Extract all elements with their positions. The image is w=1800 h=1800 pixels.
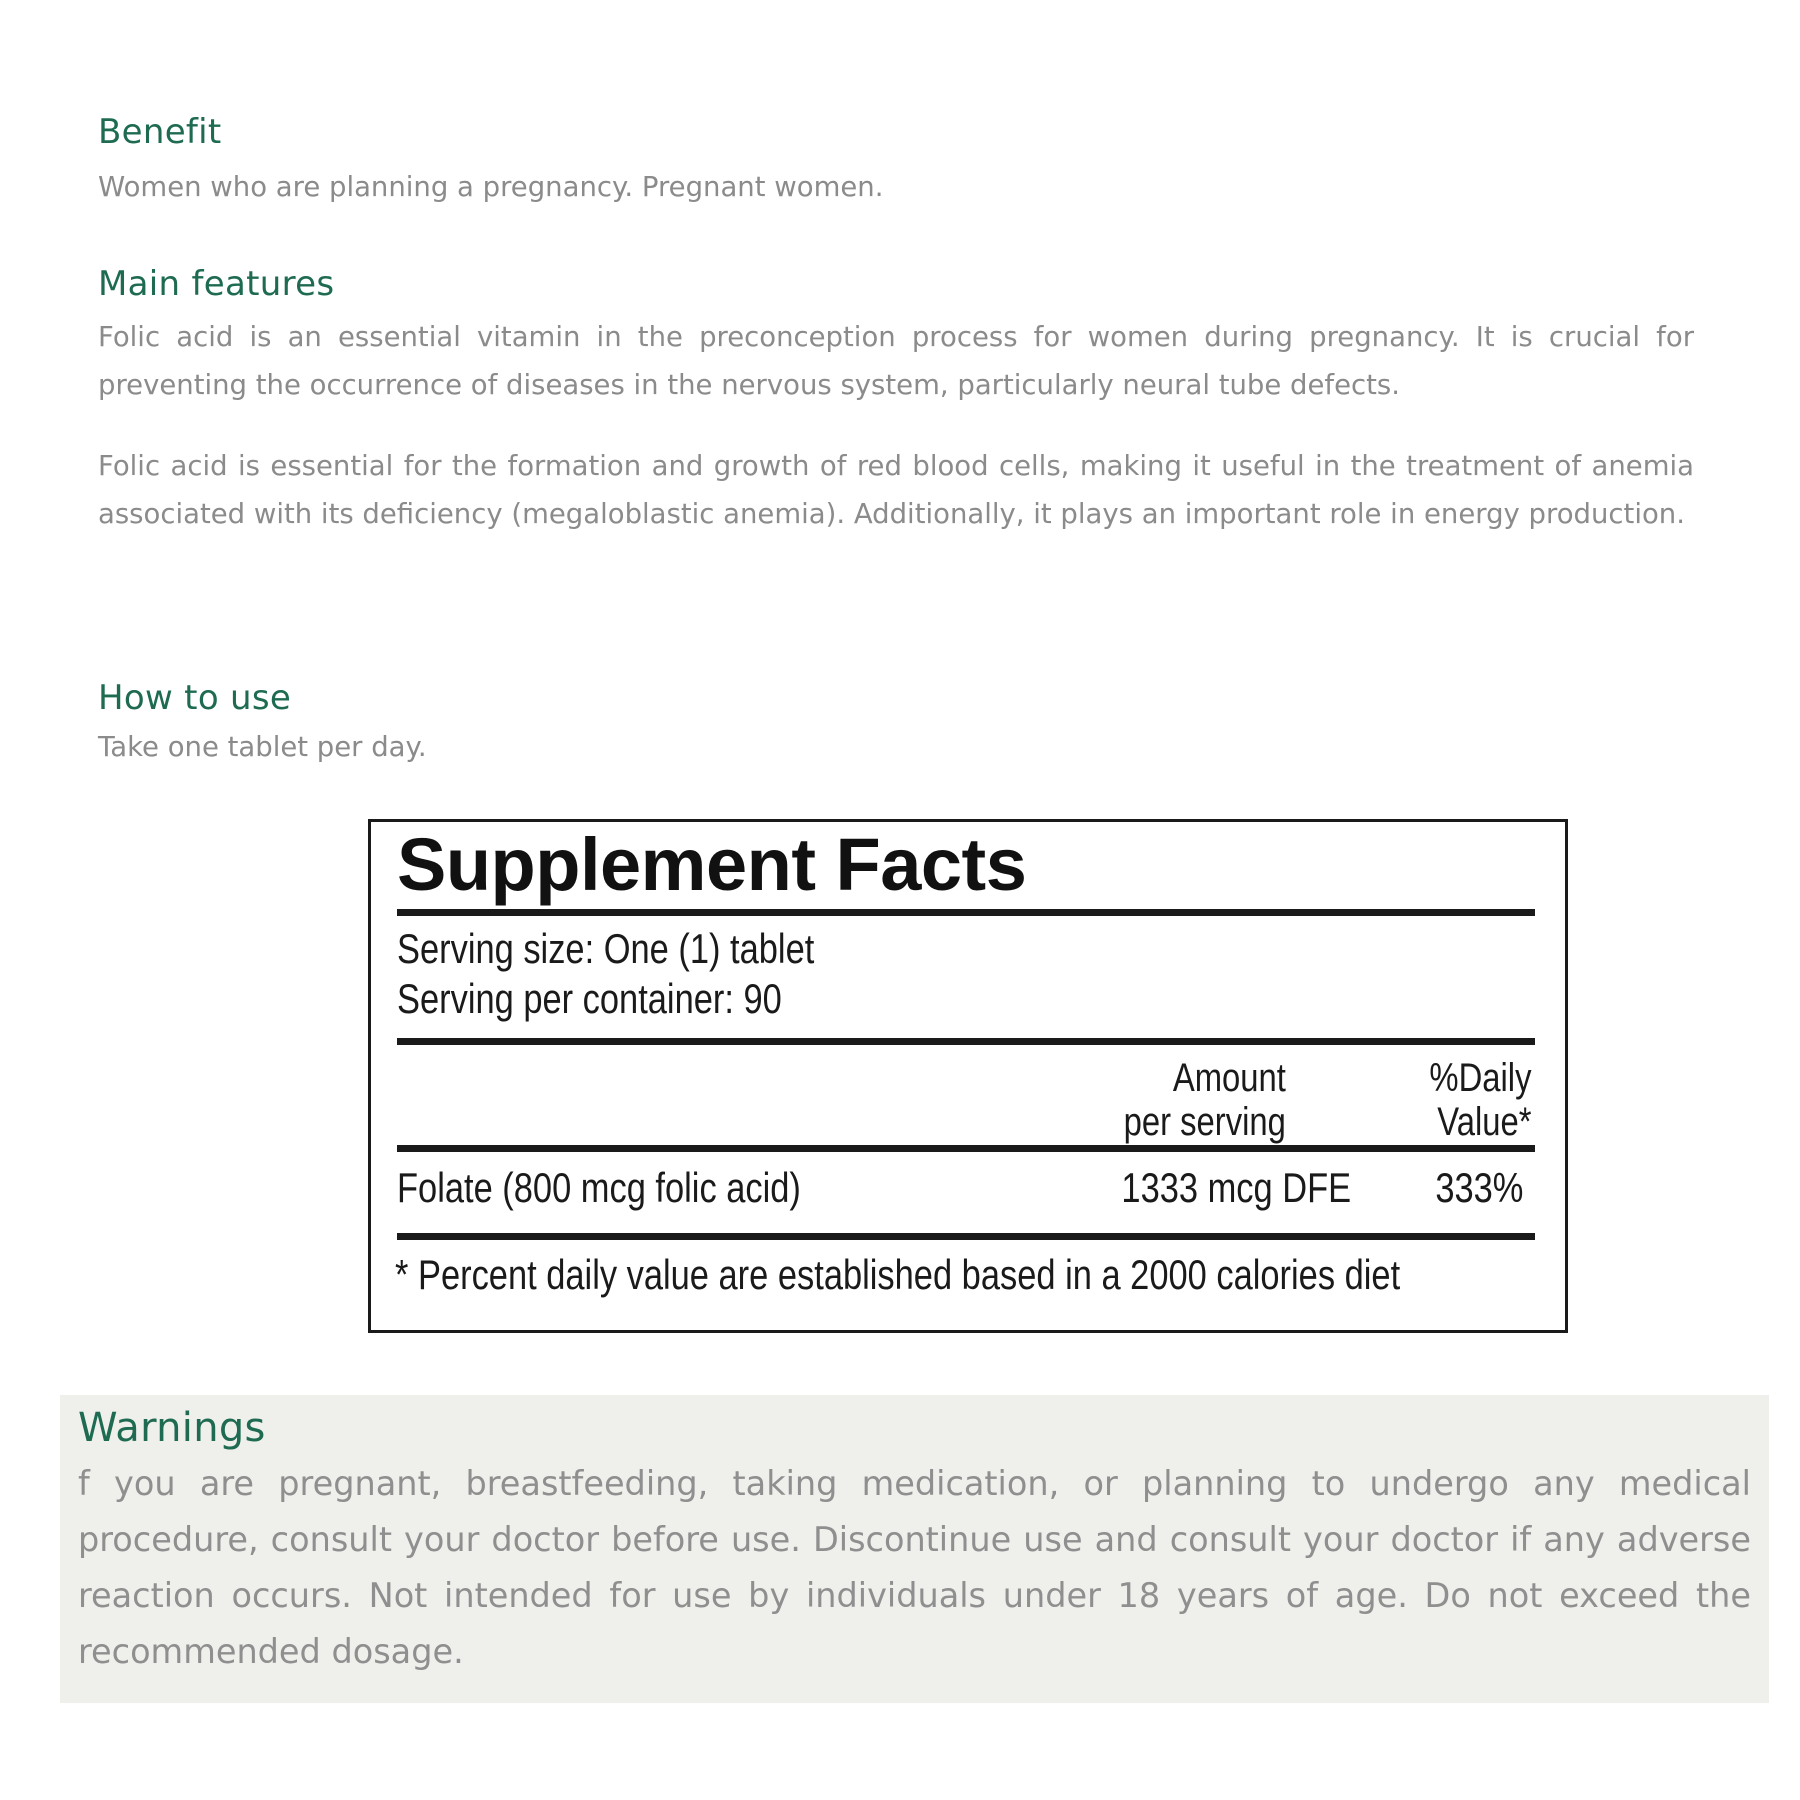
main-features-heading: Main features [98, 264, 335, 304]
servings-per-container: Serving per container: 90 [397, 975, 782, 1022]
amount-per-serving-header [1124, 1056, 1286, 1144]
daily-value-header-line: Value* [1436, 1100, 1531, 1144]
how-to-use-text: Take one tablet per day. [98, 730, 427, 763]
how-to-use-section [98, 678, 1694, 771]
main-features-paragraph: Folic acid is essential for the formation and growth of red blood cells, making it useful in the treatment of anemia associated with its deficiency (megaloblastic anemia). Additionally, it plays an important role in energy production. [98, 449, 1694, 531]
supplement-facts-panel [368, 819, 1568, 1333]
facts-divider [397, 1233, 1535, 1240]
daily-value-header [1429, 1056, 1531, 1144]
main-features-paragraph: Folic acid is an essential vitamin in the preconception process for women during pregnancy. It is crucial for preventing the occurrence of diseases in the nervous system, particularly neural tube defects. [98, 320, 1694, 402]
warnings-text: f you are pregnant, breastfeeding, taking medication, or planning to undergo any medical procedure, consult your doctor before use. Discontinue use and consult your doctor if any adverse reaction occurs. Not intended for use by individuals under 18 years of age. Do not exceed the recommended dosage. [78, 1464, 1751, 1671]
daily-value-header-line: %Daily [1428, 1056, 1531, 1100]
facts-divider [397, 1038, 1535, 1045]
serving-size: Serving size: One (1) tablet [397, 925, 815, 972]
benefit-section [98, 112, 1694, 211]
warnings-section [60, 1395, 1769, 1703]
nutrient-amount: 1333 mcg DFE [1121, 1164, 1351, 1211]
facts-divider [397, 909, 1535, 916]
nutrient-daily-value: 333% [1434, 1164, 1523, 1211]
amount-header-line: per serving [1123, 1100, 1286, 1144]
supplement-facts-title: Supplement Facts [397, 823, 1027, 906]
warnings-heading: Warnings [78, 1405, 266, 1451]
main-features-section [98, 264, 1694, 539]
amount-header-line: Amount [1172, 1056, 1286, 1100]
benefit-text: Women who are planning a pregnancy. Pregnant women. [98, 170, 884, 203]
facts-divider [397, 1145, 1535, 1152]
benefit-heading: Benefit [98, 112, 222, 152]
how-to-use-heading: How to use [98, 678, 292, 718]
nutrient-name: Folate (800 mcg folic acid) [397, 1164, 801, 1211]
facts-footnote: * Percent daily value are established based in a 2000 calories diet [395, 1251, 1401, 1298]
